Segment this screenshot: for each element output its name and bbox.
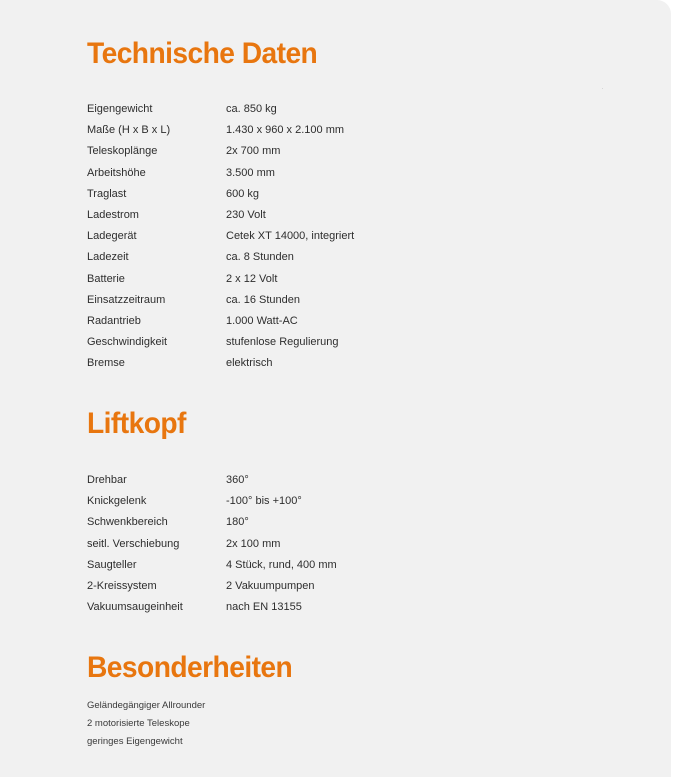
- features-list: [87, 697, 205, 751]
- spec-value: stufenlose Regulierung: [226, 336, 339, 349]
- spec-value: 2x 700 mm: [226, 145, 281, 158]
- spec-label: Ladezeit: [87, 251, 129, 264]
- spec-row: [87, 187, 487, 208]
- spec-row: [87, 123, 487, 144]
- heading-technische-daten: Technische Daten: [87, 37, 318, 70]
- spec-row: [87, 144, 487, 165]
- spec-row: [87, 208, 487, 229]
- spec-value: 2 Vakuumpumpen: [226, 579, 315, 592]
- spec-value: ca. 850 kg: [226, 103, 277, 115]
- spec-row: [87, 102, 487, 123]
- spec-value: 600 kg: [226, 187, 260, 200]
- spec-label: Eigengewicht: [87, 103, 153, 115]
- heading-liftkopf: Liftkopf: [87, 407, 186, 440]
- spec-row: [87, 314, 487, 335]
- spec-row: [87, 579, 487, 600]
- spec-label: Maße (H x B x L): [87, 124, 171, 137]
- spec-value: 3.500 mm: [226, 166, 275, 179]
- spec-value: 4 Stück, rund, 400 mm: [226, 558, 337, 571]
- spec-label: Schwenkbereich: [87, 516, 168, 529]
- spec-label: Traglast: [87, 187, 127, 200]
- spec-label: Geschwindigkeit: [87, 336, 168, 349]
- list-item: geringes Eigengewicht: [87, 736, 183, 747]
- list-item: 2 motorisierte Teleskope: [87, 718, 190, 729]
- list-item: Geländegängiger Allrounder: [87, 700, 206, 711]
- spec-value: 1.000 Watt-AC: [226, 314, 298, 327]
- spec-label: Drehbar: [87, 474, 127, 486]
- spec-row: [87, 558, 487, 579]
- spec-value: nach EN 13155: [226, 601, 302, 614]
- spec-label: Ladestrom: [87, 208, 139, 221]
- spec-row: [87, 293, 487, 314]
- spec-label: Einsatzzeitraum: [87, 293, 166, 306]
- spec-value: ca. 16 Stunden: [226, 293, 301, 306]
- spec-row: [87, 272, 487, 293]
- spec-row: [87, 537, 487, 558]
- spec-label: Batterie: [87, 272, 125, 285]
- spec-row: [87, 335, 487, 356]
- spec-value: 180°: [226, 516, 249, 529]
- spec-value: elektrisch: [226, 357, 273, 370]
- spec-label: Vakuumsaugeinheit: [87, 601, 183, 614]
- spec-row: [87, 515, 487, 536]
- spec-label: Bremse: [87, 357, 125, 370]
- spec-row: [87, 356, 487, 377]
- spec-value: 2 x 12 Volt: [226, 272, 278, 285]
- spec-label: Arbeitshöhe: [87, 166, 146, 179]
- spec-value: ca. 8 Stunden: [226, 251, 294, 264]
- spec-label: Knickgelenk: [87, 495, 147, 508]
- spec-value: -100° bis +100°: [226, 495, 302, 508]
- spec-value: 230 Volt: [226, 208, 266, 221]
- spec-value: 2x 100 mm: [226, 537, 281, 550]
- heading-besonderheiten: Besonderheiten: [87, 651, 293, 684]
- spec-label: Teleskoplänge: [87, 145, 158, 158]
- spec-row: [87, 473, 487, 494]
- spec-row: [87, 229, 487, 250]
- spec-value: Cetek XT 14000, integriert: [226, 230, 355, 243]
- spec-value: 360°: [226, 474, 249, 486]
- spec-value: 1.430 x 960 x 2.100 mm: [226, 124, 345, 137]
- spec-label: seitl. Verschiebung: [87, 537, 180, 550]
- spec-label: Saugteller: [87, 558, 137, 571]
- spec-row: [87, 166, 487, 187]
- spec-row: [87, 494, 487, 515]
- technical-data-table: [87, 102, 487, 377]
- liftkopf-table: [87, 473, 487, 621]
- spec-row: [87, 600, 487, 621]
- decorative-dot: [602, 88, 603, 89]
- spec-row: [87, 250, 487, 271]
- spec-label: Ladegerät: [87, 230, 137, 243]
- spec-label: Radantrieb: [87, 314, 141, 327]
- spec-label: 2-Kreissystem: [87, 579, 157, 592]
